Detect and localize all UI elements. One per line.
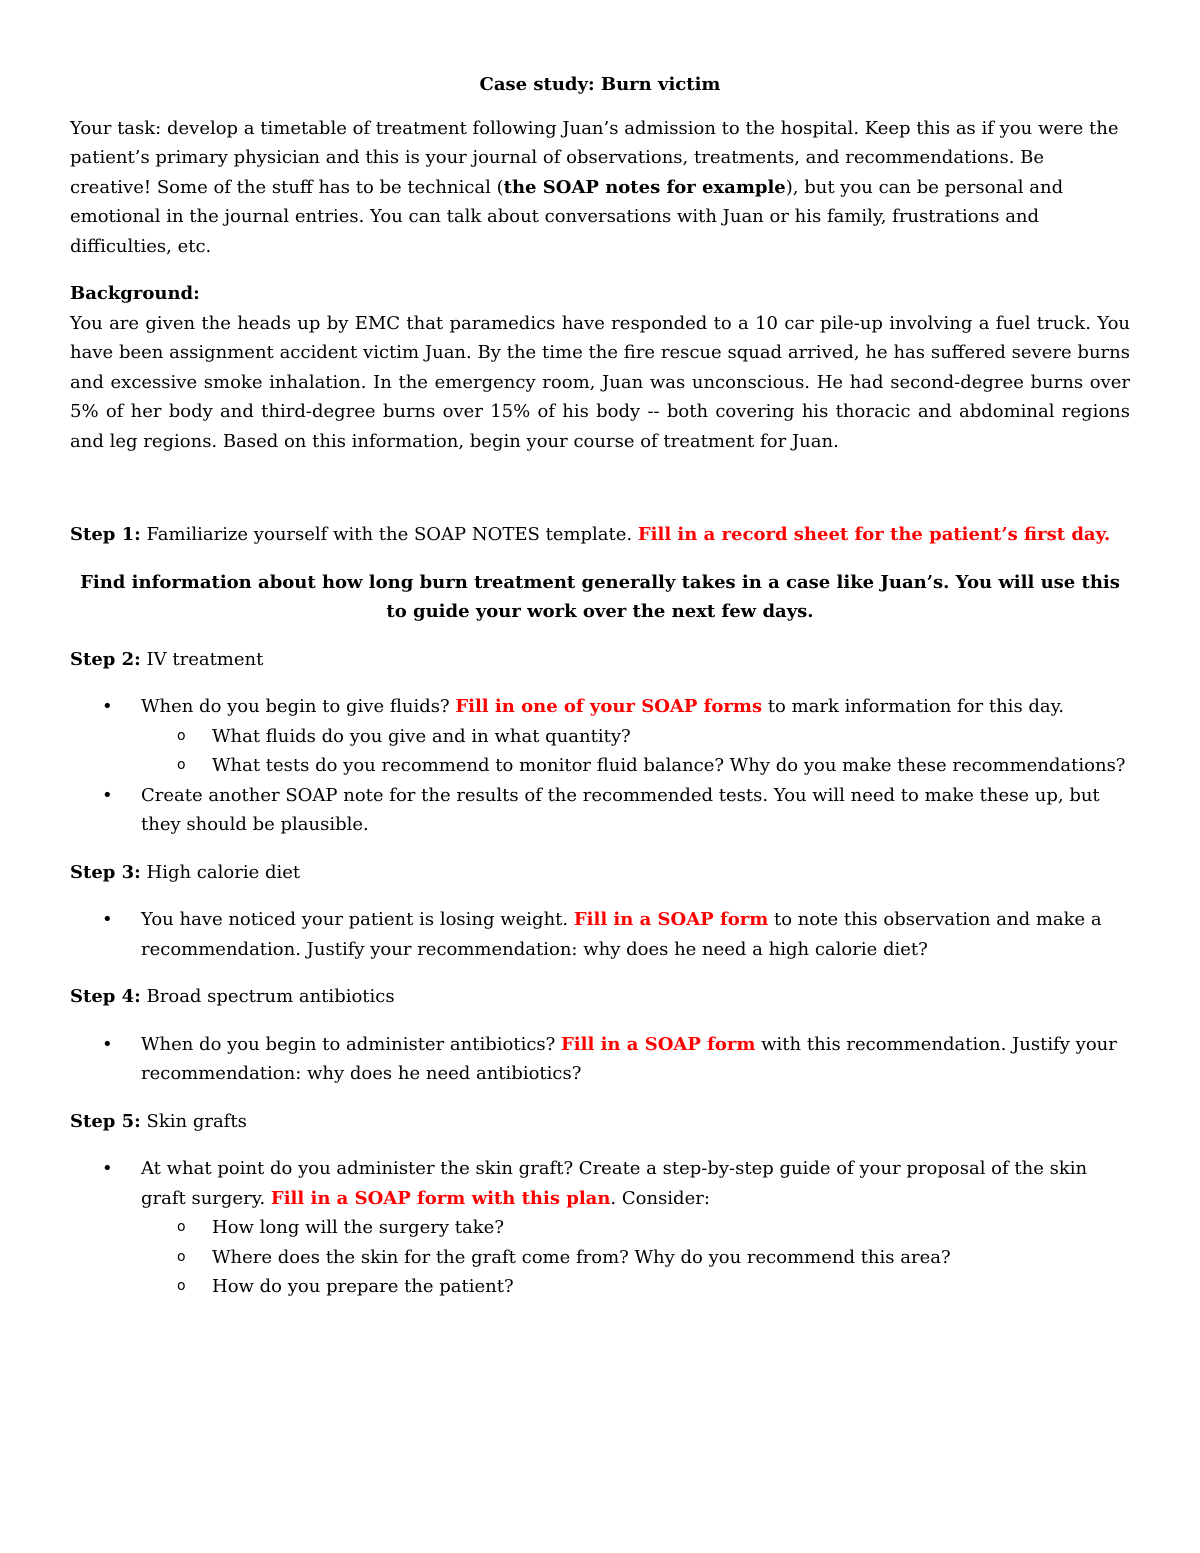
list-item: o What tests do you recommend to monitor fluid balance? Why do you make these recommendations?	[141, 751, 1130, 781]
step3-bullet1-text: You have noticed your patient is losing weight.	[141, 909, 574, 930]
step2-heading	[70, 645, 1130, 675]
step4-label: Step 4:	[70, 986, 141, 1007]
list-item	[70, 905, 1130, 964]
step4-bullet1-text-2: with this recommendation. Justify your recommendation: why does he need antibiotics?	[141, 1033, 1117, 1084]
list-item	[70, 1154, 1130, 1302]
step1-text: Familiarize yourself with the SOAP NOTES template.	[140, 524, 638, 545]
list-item	[70, 692, 1130, 781]
step4-bullet1-red: Fill in a SOAP form	[561, 1033, 756, 1055]
step3-text: High calorie diet	[140, 861, 301, 883]
step2-text: IV treatment	[140, 648, 264, 670]
step5-bullet1-red: Fill in a SOAP form with this plan	[270, 1187, 611, 1209]
step2-bullet1-red: Fill in one of your SOAP forms	[455, 696, 763, 717]
step5-heading	[70, 1107, 1130, 1137]
task-text-1: Your task: develop a timetable of treatment following Juan’s admission to the hospital. Keep this as if you were the patient’s primary physician and this is your journal of observations, treatments, and recommendations. Be creative! Some of the stuff has to be technical (	[70, 117, 1119, 198]
step1-paragraph	[70, 520, 1130, 550]
step4-text: Broad spectrum antibiotics	[140, 986, 395, 1007]
step5-label: Step 5:	[70, 1110, 141, 1132]
spacer	[70, 456, 1130, 520]
step2-label: Step 2:	[70, 648, 141, 670]
task-bold-text: the SOAP notes for example	[503, 176, 786, 198]
step5-sublist	[141, 1213, 1130, 1302]
step1-red-text: Fill in a record sheet for the patient’s first day.	[637, 524, 1111, 545]
task-text-2: ), but you can be personal and emotional in the journal entries. You can talk about conversations with Juan or his family, frustrations and difficulties, etc.	[70, 176, 1064, 257]
list-item	[70, 1030, 1130, 1089]
list-item: o How do you prepare the patient?	[141, 1272, 1130, 1302]
step3-bullet1-text-2: to note this observation and make a recommendation. Justify your recommendation: why does he need a high calorie diet?	[141, 909, 1102, 960]
step3-list	[70, 905, 1130, 964]
step5-bullet1-text: At what point do you administer the skin graft? Create a step-by-step guide of your proposal of the skin graft surgery.	[141, 1158, 1088, 1209]
list-item: o Where does the skin for the graft come from? Why do you recommend this area?	[141, 1243, 1130, 1273]
list-item: o How long will the surgery take?	[141, 1213, 1130, 1243]
step3-heading	[70, 858, 1130, 888]
find-info-paragraph: Find information about how long burn treatment generally takes in a case like Juan’s. You will use this to guide your work over the next few days.	[80, 571, 1120, 622]
background-heading: Background:	[70, 283, 200, 304]
step5-bullet1-text-2: . Consider:	[610, 1187, 710, 1209]
step2-bullet1-text-2: to mark information for this day.	[762, 696, 1065, 717]
step4-bullet1-text: When do you begin to administer antibiotics?	[141, 1033, 562, 1055]
step3-label: Step 3:	[70, 861, 141, 883]
step4-heading	[70, 982, 1130, 1012]
list-item: o What fluids do you give and in what quantity?	[141, 722, 1130, 752]
list-item: • Create another SOAP note for the results of the recommended tests. You will need to make these up, but they should be plausible.	[70, 781, 1130, 840]
task-paragraph	[70, 114, 1130, 262]
step1-label: Step 1:	[70, 524, 141, 545]
step5-text: Skin grafts	[140, 1110, 247, 1132]
step2-list	[70, 692, 1130, 840]
document-title: Case study: Burn victim	[479, 74, 721, 95]
background-text: You are given the heads up by EMC that paramedics have responded to a 10 car pile-up involving a fuel truck. You have been assignment accident victim Juan. By the time the fire rescue squad arrived, he has suffered severe burns and excessive smoke inhalation. In the emergency room, Juan was unconscious. He had second-degree burns over 5% of her body and third-degree burns over 15% of his body -- both covering his thoracic and abdominal regions and leg regions. Based on this information, begin your course of treatment for Juan.	[70, 312, 1130, 452]
step3-bullet1-red: Fill in a SOAP form	[573, 909, 769, 930]
step2-sublist	[141, 722, 1130, 781]
step5-list	[70, 1154, 1130, 1302]
step2-bullet1-text: When do you begin to give fluids?	[141, 696, 456, 717]
step4-list	[70, 1030, 1130, 1089]
